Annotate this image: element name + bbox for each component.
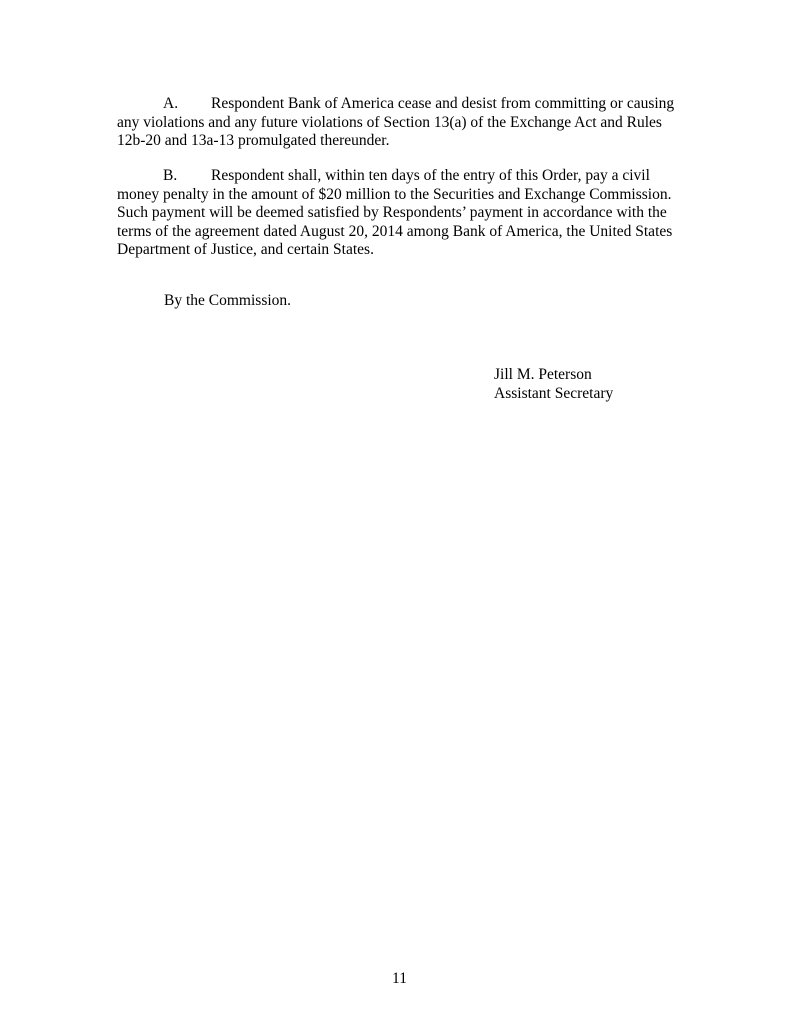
paragraph-a-line-1: Respondent Bank of America cease and desist from committing or causing [211, 95, 675, 112]
closing-line: By the Commission. [164, 292, 292, 309]
paragraph-a-line-3: 12b-20 and 13a-13 promulgated thereunder. [117, 132, 390, 150]
paragraph-b-line-5: Department of Justice, and certain States. [117, 241, 374, 259]
signature-title: Assistant Secretary [494, 384, 614, 402]
paragraph-a-letter: A. [163, 95, 179, 112]
paragraph-b [117, 167, 683, 260]
page-number: 11 [392, 970, 407, 987]
paragraph-a-line-2: any violations and any future violations of Section 13(a) of the Exchange Act and Rules [117, 113, 662, 131]
signature-name: Jill M. Peterson [494, 366, 592, 383]
paragraph-b-line-4: terms of the agreement dated August 20, 2014 among Bank of America, the United States [117, 222, 673, 240]
paragraph-a [117, 95, 683, 151]
paragraph-b-line-1: Respondent shall, within ten days of the entry of this Order, pay a civil [211, 167, 650, 184]
paragraph-b-line-3: Such payment will be deemed satisfied by Respondents’ payment in accordance with the [117, 204, 667, 222]
signature-block [494, 366, 613, 403]
paragraph-b-line-2: money penalty in the amount of $20 million to the Securities and Exchange Commission. [117, 185, 672, 203]
paragraph-b-letter: B. [163, 167, 178, 184]
